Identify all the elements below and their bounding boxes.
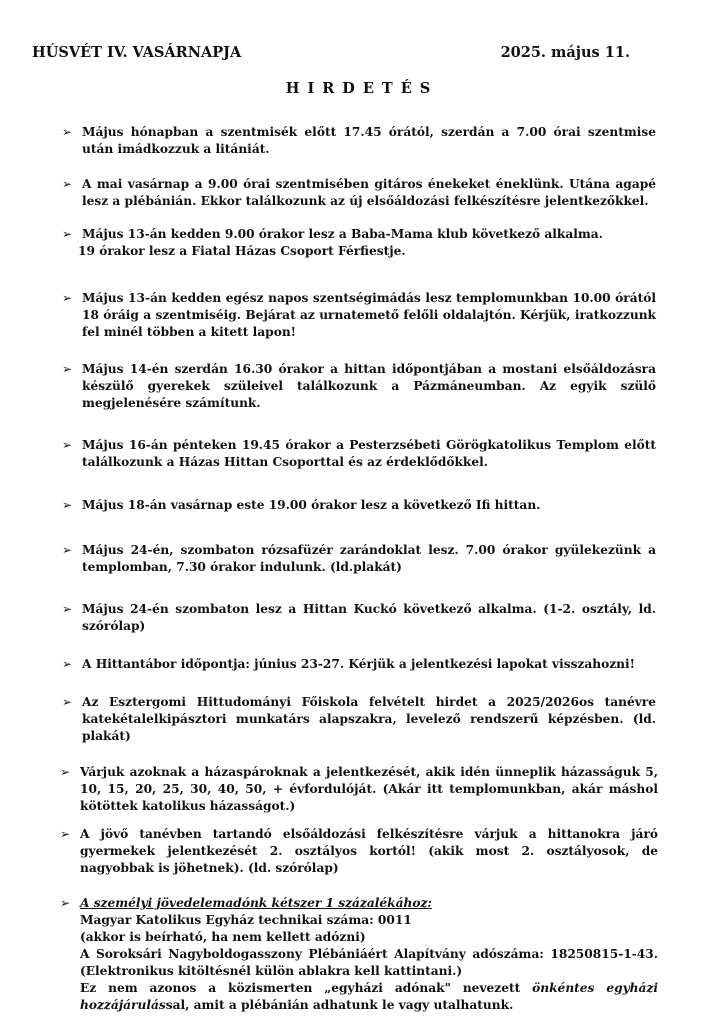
announcement-item — [60, 826, 658, 877]
announcement-line: Május 13-án kedden 9.00 órakor lesz a Baba-Mama klub következő alkalma. — [82, 227, 603, 241]
announcement-item — [62, 290, 656, 341]
header-date: 2025. május 11. — [500, 44, 630, 61]
announcement-item — [62, 542, 656, 576]
tax-donation-item — [60, 895, 658, 1014]
announcement-item — [62, 497, 656, 514]
arrow-bullet-icon: ➢ — [62, 362, 73, 376]
announcement-text: Május hónapban a szentmisék előtt 17.45 órától, szerdán a 7.00 órai szentmise után imádkozzuk a litániát. — [82, 125, 656, 156]
arrow-bullet-icon: ➢ — [62, 657, 73, 671]
announcement-item — [62, 226, 656, 260]
arrow-bullet-icon: ➢ — [62, 543, 73, 557]
announcement-item — [60, 764, 658, 815]
announcement-text: A Hittantábor időpontja: június 23-27. Kérjük a jelentkezési lapokat visszahozni! — [82, 657, 636, 671]
announcement-item — [62, 361, 656, 412]
announcement-item — [62, 437, 656, 471]
voluntary-text-italic: önkéntes egyházi hozzájárulás — [80, 981, 658, 1012]
announcement-item — [62, 656, 656, 673]
tax-donation-heading: A személyi jövedelemadónk kétszer 1 százalékához: — [80, 896, 432, 910]
arrow-bullet-icon: ➢ — [60, 896, 71, 910]
arrow-bullet-icon: ➢ — [62, 291, 73, 305]
arrow-bullet-icon: ➢ — [62, 602, 73, 616]
announcement-text: Várjuk azoknak a házaspároknak a jelentkezését, akik idén ünneplik házasságuk 5, 10, 15, 20, 25, 30, 40, 50, + évfordulóját. (Akár itt templomunkban, akár máshol kötöttek katolikus házasságot.) — [80, 765, 658, 813]
page-title: HIRDETÉS — [285, 80, 439, 97]
arrow-bullet-icon: ➢ — [62, 177, 73, 191]
announcement-text: A mai vasárnap a 9.00 órai szentmisében gitáros énekeket éneklünk. Utána agapé lesz a plébánián. Ekkor találkozunk az új elsőáldozási felkészítésre jelentkezőkkel. — [82, 177, 656, 208]
announcement-item — [62, 124, 656, 158]
tax-donation-text — [80, 895, 658, 1014]
announcement-text: Május 14-én szerdán 16.30 órakor a hittan időpontjában a mostani elsőáldozásra készülő gyerekek szüleivel találkozunk a Pázmáneumban. Az egyik szülő megjelenésére számítunk. — [82, 362, 656, 410]
voluntary-text-a: Ez nem azonos a közismerten „egyházi adónak" nevezett — [80, 981, 533, 995]
announcement-item — [62, 601, 656, 635]
arrow-bullet-icon: ➢ — [60, 765, 71, 779]
announcement-text: A jövő tanévben tartandó elsőáldozási felkészítésre várjuk a hittanokra járó gyermekek jelentkezését 2. osztályos kortól! (akik most 2. osztályosok, de nagyobbak is jöhetnek). (ld. szórólap) — [80, 827, 658, 875]
announcement-text: Május 18-án vasárnap este 19.00 órakor lesz a következő Ifi hittan. — [82, 498, 541, 512]
arrow-bullet-icon: ➢ — [62, 227, 73, 241]
announcement-text: Május 16-án pénteken 19.45 órakor a Pesterzsébeti Görögkatolikus Templom előtt találkozunk a Házas Hittan Csoporttal és az érdeklődőkkel. — [82, 438, 656, 469]
announcement-text: Az Esztergomi Hittudományi Főiskola felvételt hirdet a 2025/2026os tanévre katekétalelkipásztori munkatárs alapszakra, levelező rendszerű képzésben. (ld. plakát) — [82, 695, 656, 743]
announcement-line: 19 órakor lesz a Fiatal Házas Csoport Férfiestje. — [78, 244, 406, 258]
header-title: HÚSVÉT IV. VASÁRNAPJA — [32, 44, 242, 61]
arrow-bullet-icon: ➢ — [62, 695, 73, 709]
announcement-item — [62, 176, 656, 210]
announcement-text: Május 13-án kedden egész napos szentségimádás lesz templomunkban 10.00 órától 18 óráig a szentmiséig. Bejárat az urnatemető felőli oldalajtón. Kérjük, iratkozzunk fel minél többen a kitett lapon! — [82, 291, 656, 339]
voluntary-contribution-line — [80, 980, 658, 1014]
arrow-bullet-icon: ➢ — [60, 827, 71, 841]
technical-number-line: Magyar Katolikus Egyház technikai száma: 0011 — [80, 913, 412, 927]
tax-note-line: (akkor is beírható, ha nem kellett adózni) — [80, 930, 366, 944]
arrow-bullet-icon: ➢ — [62, 125, 73, 139]
arrow-bullet-icon: ➢ — [62, 498, 73, 512]
announcement-text — [78, 226, 656, 260]
announcement-text: Május 24-én, szombaton rózsafüzér zarándoklat lesz. 7.00 órakor gyülekezünk a templomban, 7.30 órakor indulunk. (ld.plakát) — [82, 543, 656, 574]
announcement-text: Május 24-én szombaton lesz a Hittan Kuckó következő alkalma. (1-2. osztály, ld. szórólap) — [82, 602, 656, 633]
announcement-item — [62, 694, 656, 745]
voluntary-text-c: sal, amit a plébánián adhatunk le vagy utalhatunk. — [165, 998, 514, 1012]
arrow-bullet-icon: ➢ — [62, 438, 73, 452]
foundation-tax-number-line: A Soroksári Nagyboldogasszony Plébániáért Alapítvány adószáma: 18250815-1-43. (Elektronikus kitöltésnél külön ablakra kell kattintani.) — [80, 947, 658, 978]
